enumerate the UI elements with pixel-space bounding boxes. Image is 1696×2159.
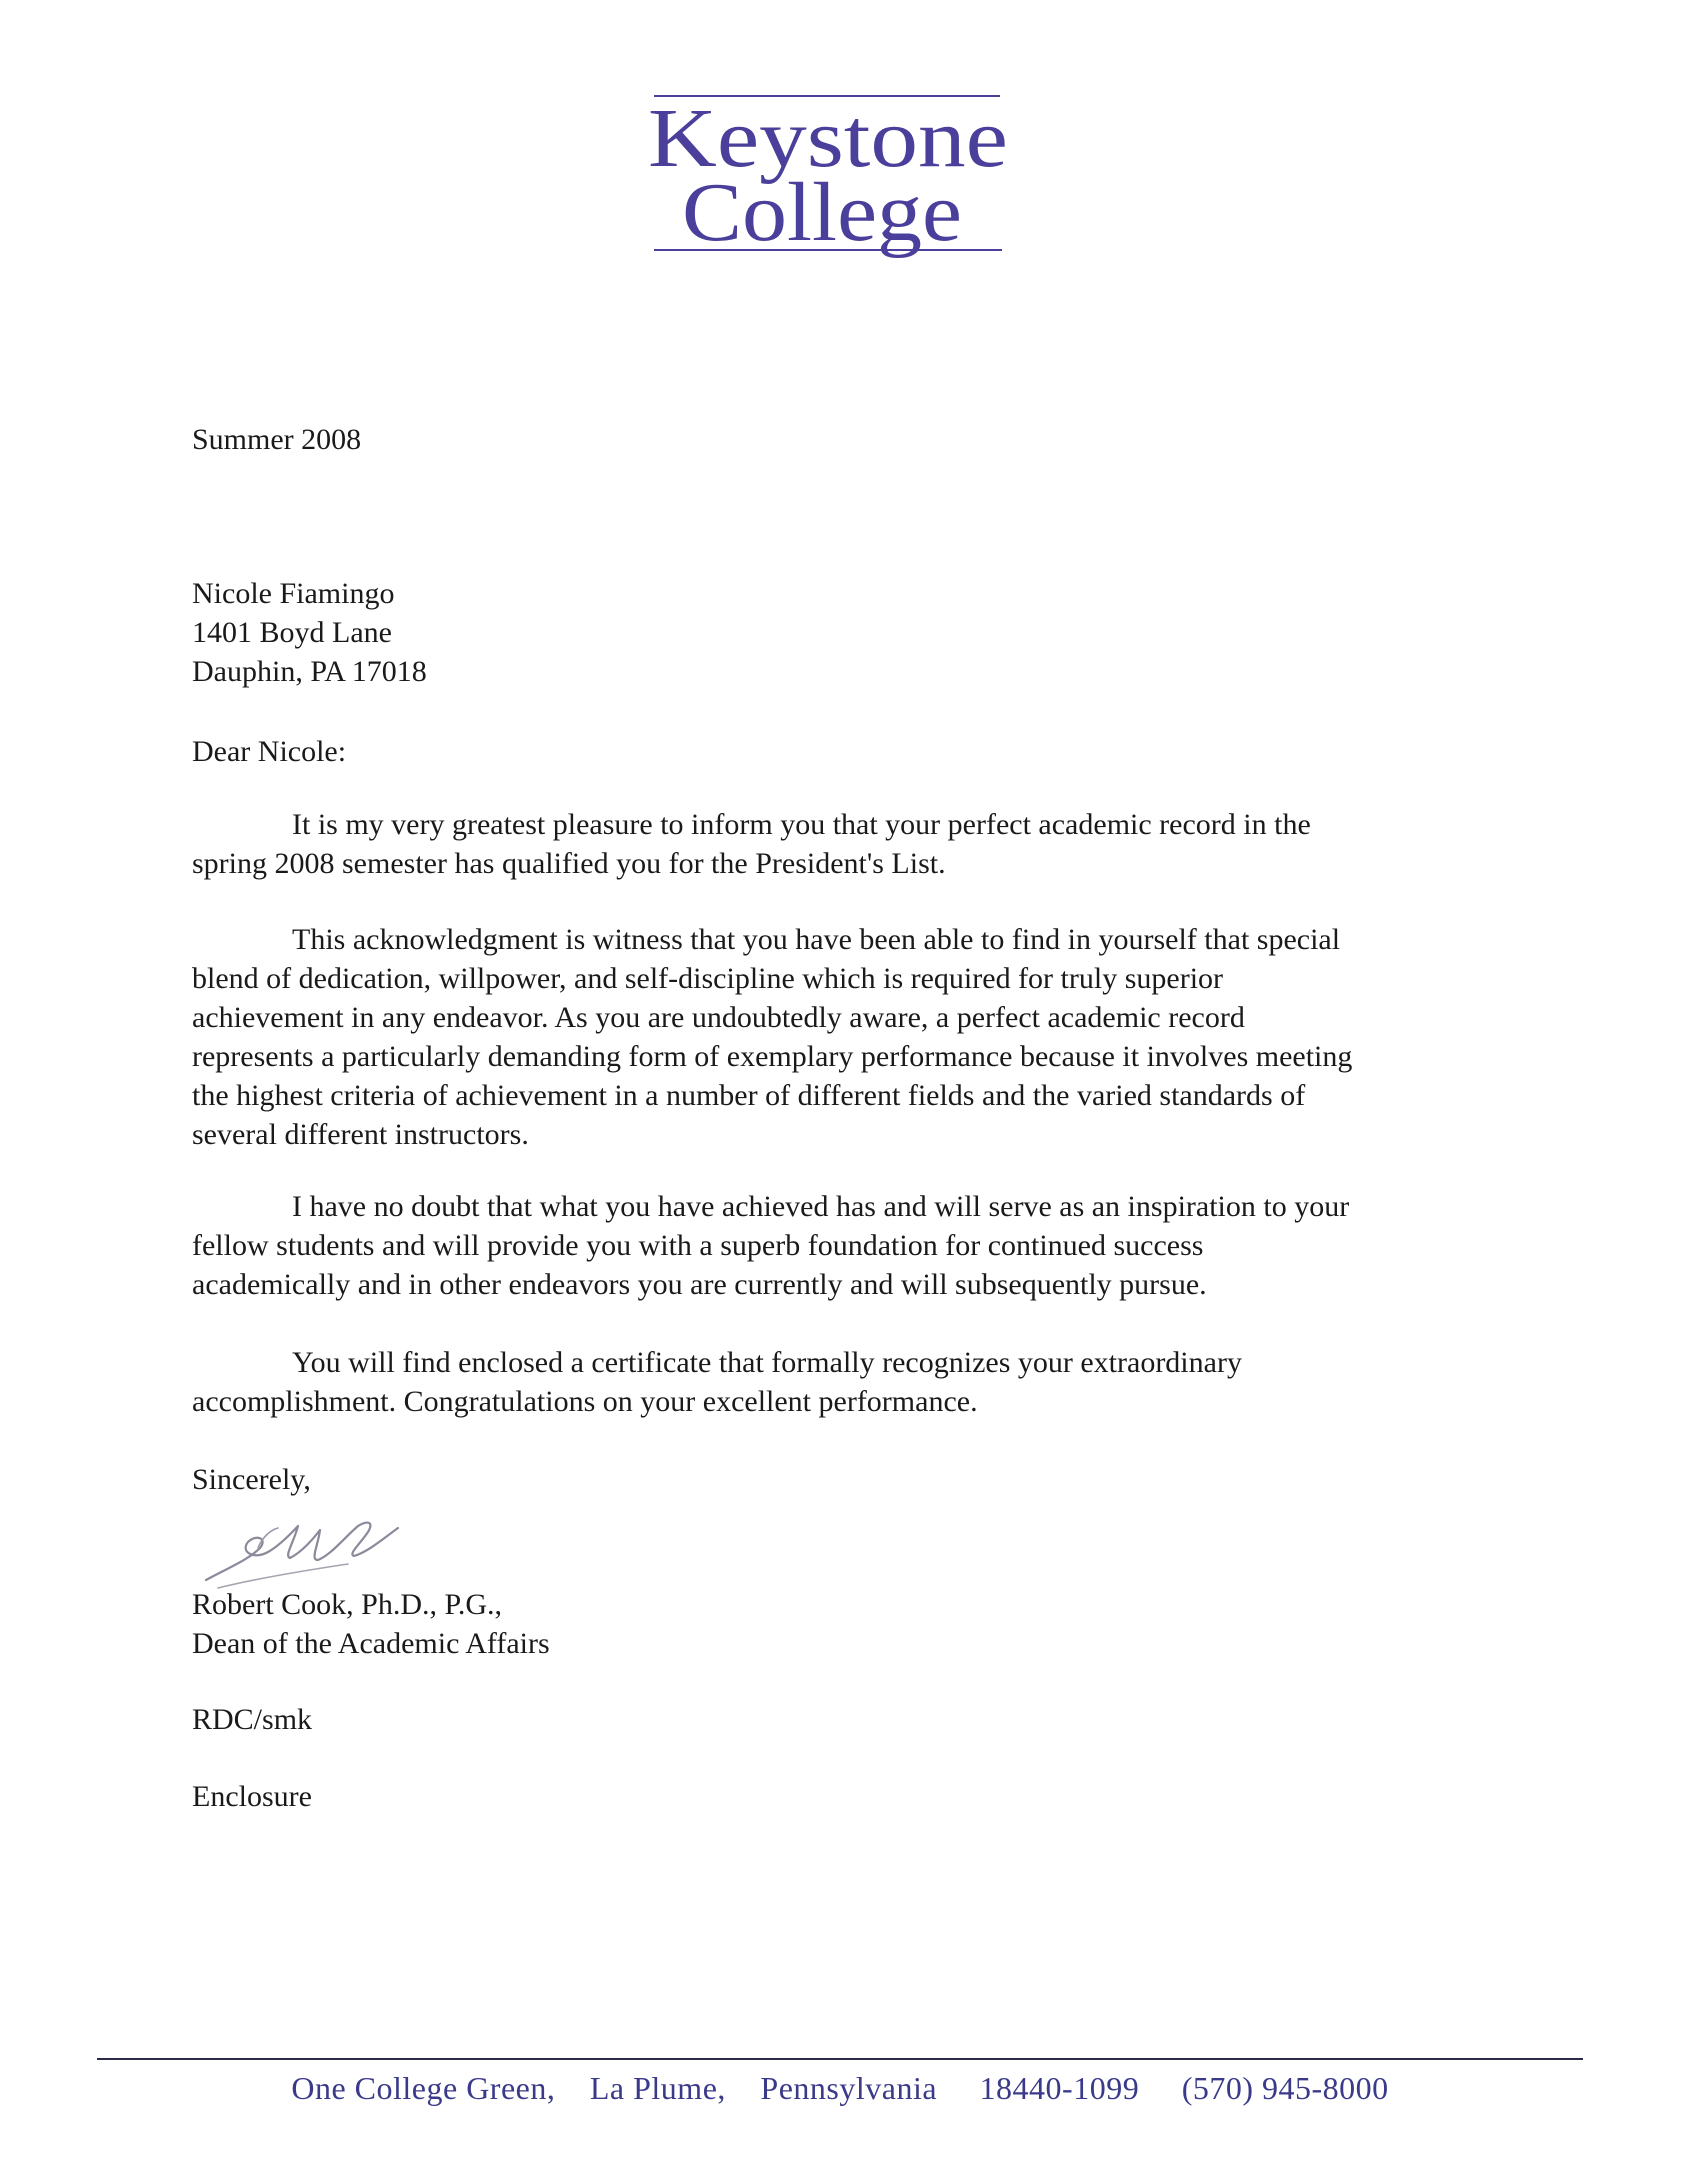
signer-title: Dean of the Academic Affairs: [192, 1627, 550, 1660]
paragraph-line: represents a particularly demanding form of exemplary performance because it involves meeting: [192, 1040, 1353, 1073]
paragraph-line: achievement in any endeavor. As you are undoubtedly aware, a perfect academic record: [192, 1001, 1245, 1034]
recipient-name: Nicole Fiamingo: [192, 577, 395, 610]
college-logo-mark: [640, 88, 1020, 263]
footer-phone: (570) 945-8000: [1181, 2070, 1389, 2106]
typist-initials: RDC/smk: [192, 1703, 313, 1736]
paragraph-line: blend of dedication, willpower, and self-discipline which is required for truly superior: [192, 962, 1224, 995]
recipient-street: 1401 Boyd Lane: [192, 616, 392, 649]
salutation: Dear Nicole:: [192, 735, 347, 768]
body-paragraph-3: [192, 1187, 1492, 1304]
body-paragraph-1: [192, 805, 1492, 883]
college-logo: [640, 88, 1020, 263]
paragraph-line: fellow students and will provide you with a superb foundation for continued success: [192, 1229, 1204, 1262]
closing: Sincerely,: [192, 1463, 311, 1496]
footer-zip: 18440-1099: [979, 2070, 1140, 2106]
footer-street: One College Green,: [291, 2070, 556, 2106]
logo-line-2: College: [682, 166, 962, 259]
logo-line-1: Keystone: [648, 92, 1008, 185]
signer-name: Robert Cook, Ph.D., P.G.,: [192, 1588, 503, 1621]
footer-rule: [97, 2058, 1583, 2060]
paragraph-line: academically and in other endeavors you are currently and will subsequently pursue.: [192, 1268, 1207, 1301]
enclosure-note: Enclosure: [192, 1780, 312, 1813]
footer-city: La Plume,: [589, 2070, 726, 2106]
recipient-city-state-zip: Dauphin, PA 17018: [192, 655, 427, 688]
paragraph-line: You will find enclosed a certificate that formally recognizes your extraordinary: [292, 1346, 1242, 1379]
paragraph-line: spring 2008 semester has qualified you for the President's List.: [192, 847, 946, 880]
paragraph-line: accomplishment. Congratulations on your excellent performance.: [192, 1385, 978, 1418]
paragraph-line: the highest criteria of achievement in a number of different fields and the varied standards of: [192, 1079, 1306, 1112]
footer-state: Pennsylvania: [760, 2070, 938, 2106]
letter-date: Summer 2008: [192, 423, 362, 456]
body-paragraph-2: [192, 920, 1492, 1154]
paragraph-line: I have no doubt that what you have achieved has and will serve as an inspiration to your: [292, 1190, 1350, 1223]
body-paragraph-4: [192, 1343, 1492, 1421]
paragraph-line: This acknowledgment is witness that you have been able to find in yourself that special: [292, 923, 1341, 956]
footer-address: [97, 2070, 1583, 2107]
paragraph-line: several different instructors.: [192, 1118, 529, 1151]
paragraph-line: It is my very greatest pleasure to inform you that your perfect academic record in the: [292, 808, 1311, 841]
